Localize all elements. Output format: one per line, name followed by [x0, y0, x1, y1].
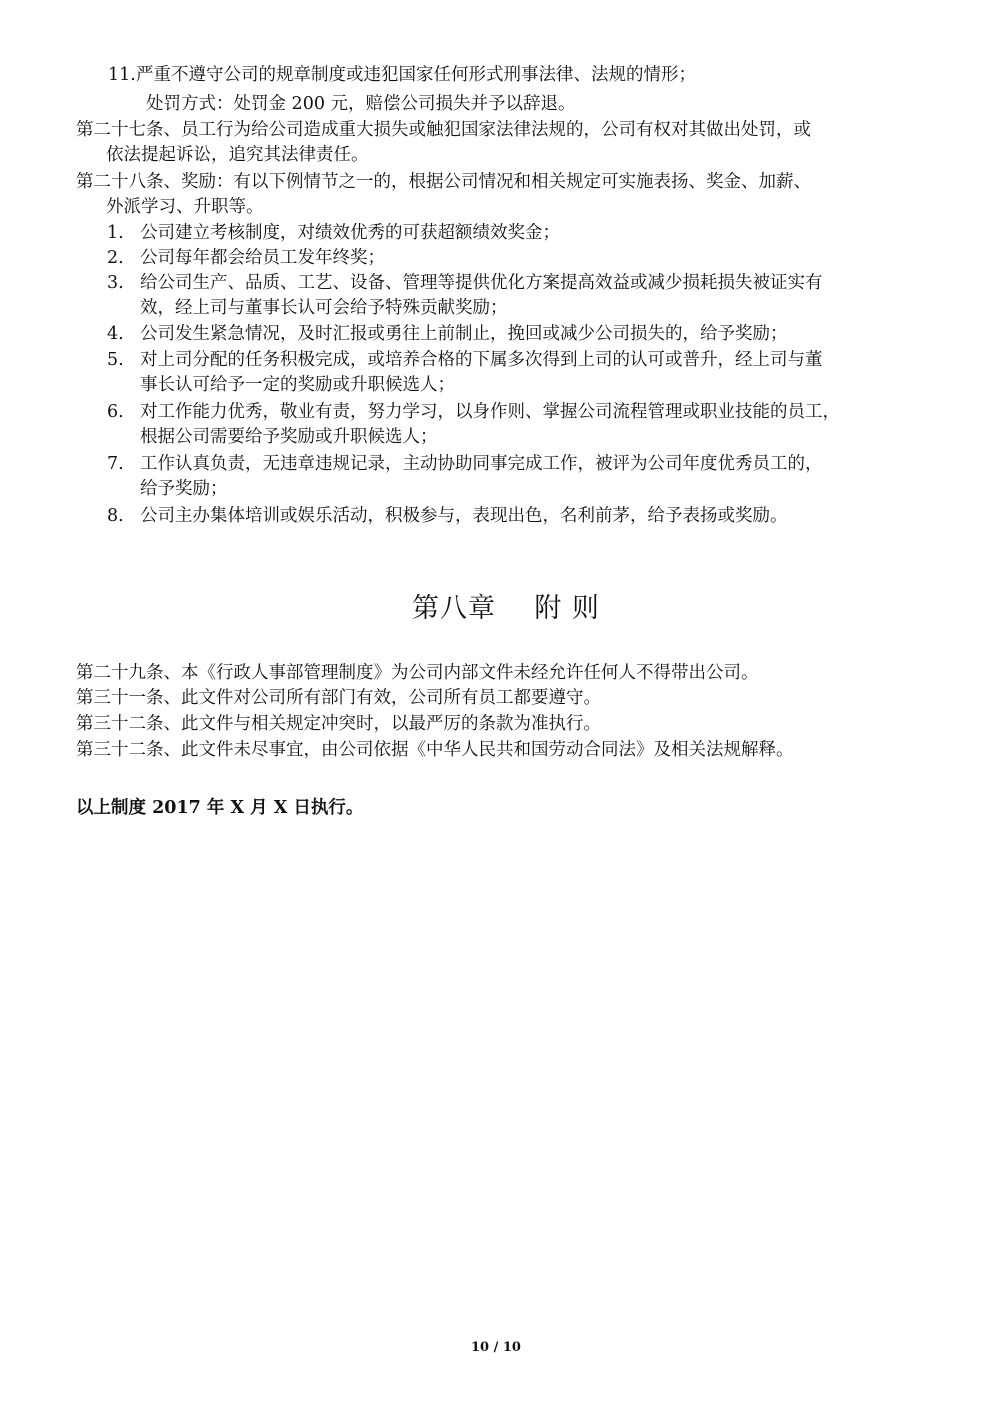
list-item-number: 5.	[107, 350, 124, 370]
effective-date: 以上制度 2017 年 X 月 X 日执行。	[76, 798, 364, 818]
article-32-b: 第三十二条、此文件未尽事宜，由公司依据《中华人民共和国劳动合同法》及相关法规解释。	[76, 740, 794, 760]
article-28-line-1: 第二十八条、奖励：有以下例情节之一的，根据公司情况和相关规定可实施表扬、奖金、加薪、	[76, 172, 811, 192]
list-item-number: 1.	[107, 223, 124, 243]
page-number: 10 / 10	[471, 1340, 521, 1355]
list-item-text: 工作认真负责，无违章违规记录，主动协助同事完成工作，被评为公司年度优秀员工的，	[140, 454, 823, 474]
article-27-line-2: 依法提起诉讼，追究其法律责任。	[106, 145, 369, 165]
list-item-text: 给予奖励；	[140, 479, 228, 499]
list-item-number: 6.	[107, 402, 124, 422]
list-item-text: 效，经上司与董事长认可会给予特殊贡献奖励；	[140, 298, 508, 318]
list-item-number: 8.	[107, 506, 124, 526]
list-item-text: 给公司生产、品质、工艺、设备、管理等提供优化方案提高效益或减少损耗损失被证实有	[140, 273, 823, 293]
list-item-text: 公司每年都会给员工发年终奖；	[140, 248, 385, 268]
list-item-text: 公司建立考核制度，对绩效优秀的可获超额绩效奖金；	[140, 223, 560, 243]
list-item-text: 事长认可给予一定的奖励或升职候选人；	[140, 375, 455, 395]
list-item-text: 对上司分配的任务积极完成，或培养合格的下属多次得到上司的认可或普升，经上司与董	[140, 350, 823, 370]
article-28-line-2: 外派学习、升职等。	[106, 197, 264, 217]
list-item-number: 3.	[107, 273, 124, 293]
list-item-number: 2.	[107, 248, 124, 268]
list-item-text: 根据公司需要给予奖励或升职候选人；	[140, 427, 438, 447]
list-item-number: 4.	[107, 324, 124, 344]
penalty-line: 处罚方式：处罚金 200 元，赔偿公司损失并予以辞退。	[146, 94, 576, 114]
article-27-line-1: 第二十七条、员工行为给公司造成重大损失或触犯国家法律法规的，公司有权对其做出处罚，或	[76, 120, 811, 140]
list-item-number: 7.	[107, 454, 124, 474]
article-31: 第三十一条、此文件对公司所有部门有效，公司所有员工都要遵守。	[76, 688, 601, 708]
chapter-title: 第八章 附 则	[412, 593, 600, 624]
list-item-text: 对工作能力优秀，敬业有责，努力学习，以身作则、掌握公司流程管理或职业技能的员工，	[140, 402, 840, 422]
list-item-text: 公司发生紧急情况，及时汇报或勇往上前制止，挽回或减少公司损失的，给予奖励；	[140, 324, 788, 344]
item-number: 11.	[108, 65, 136, 85]
item-text: 严重不遵守公司的规章制度或违犯国家任何形式刑事法律、法规的情形；	[136, 65, 696, 85]
article-29: 第二十九条、本《行政人事部管理制度》为公司内部文件未经允许任何人不得带出公司。	[76, 663, 759, 683]
article-32-a: 第三十二条、此文件与相关规定冲突时，以最严厉的条款为准执行。	[76, 714, 601, 734]
list-item-text: 公司主办集体培训或娱乐活动，积极参与，表现出色，名利前茅，给予表扬或奖励。	[140, 506, 788, 526]
